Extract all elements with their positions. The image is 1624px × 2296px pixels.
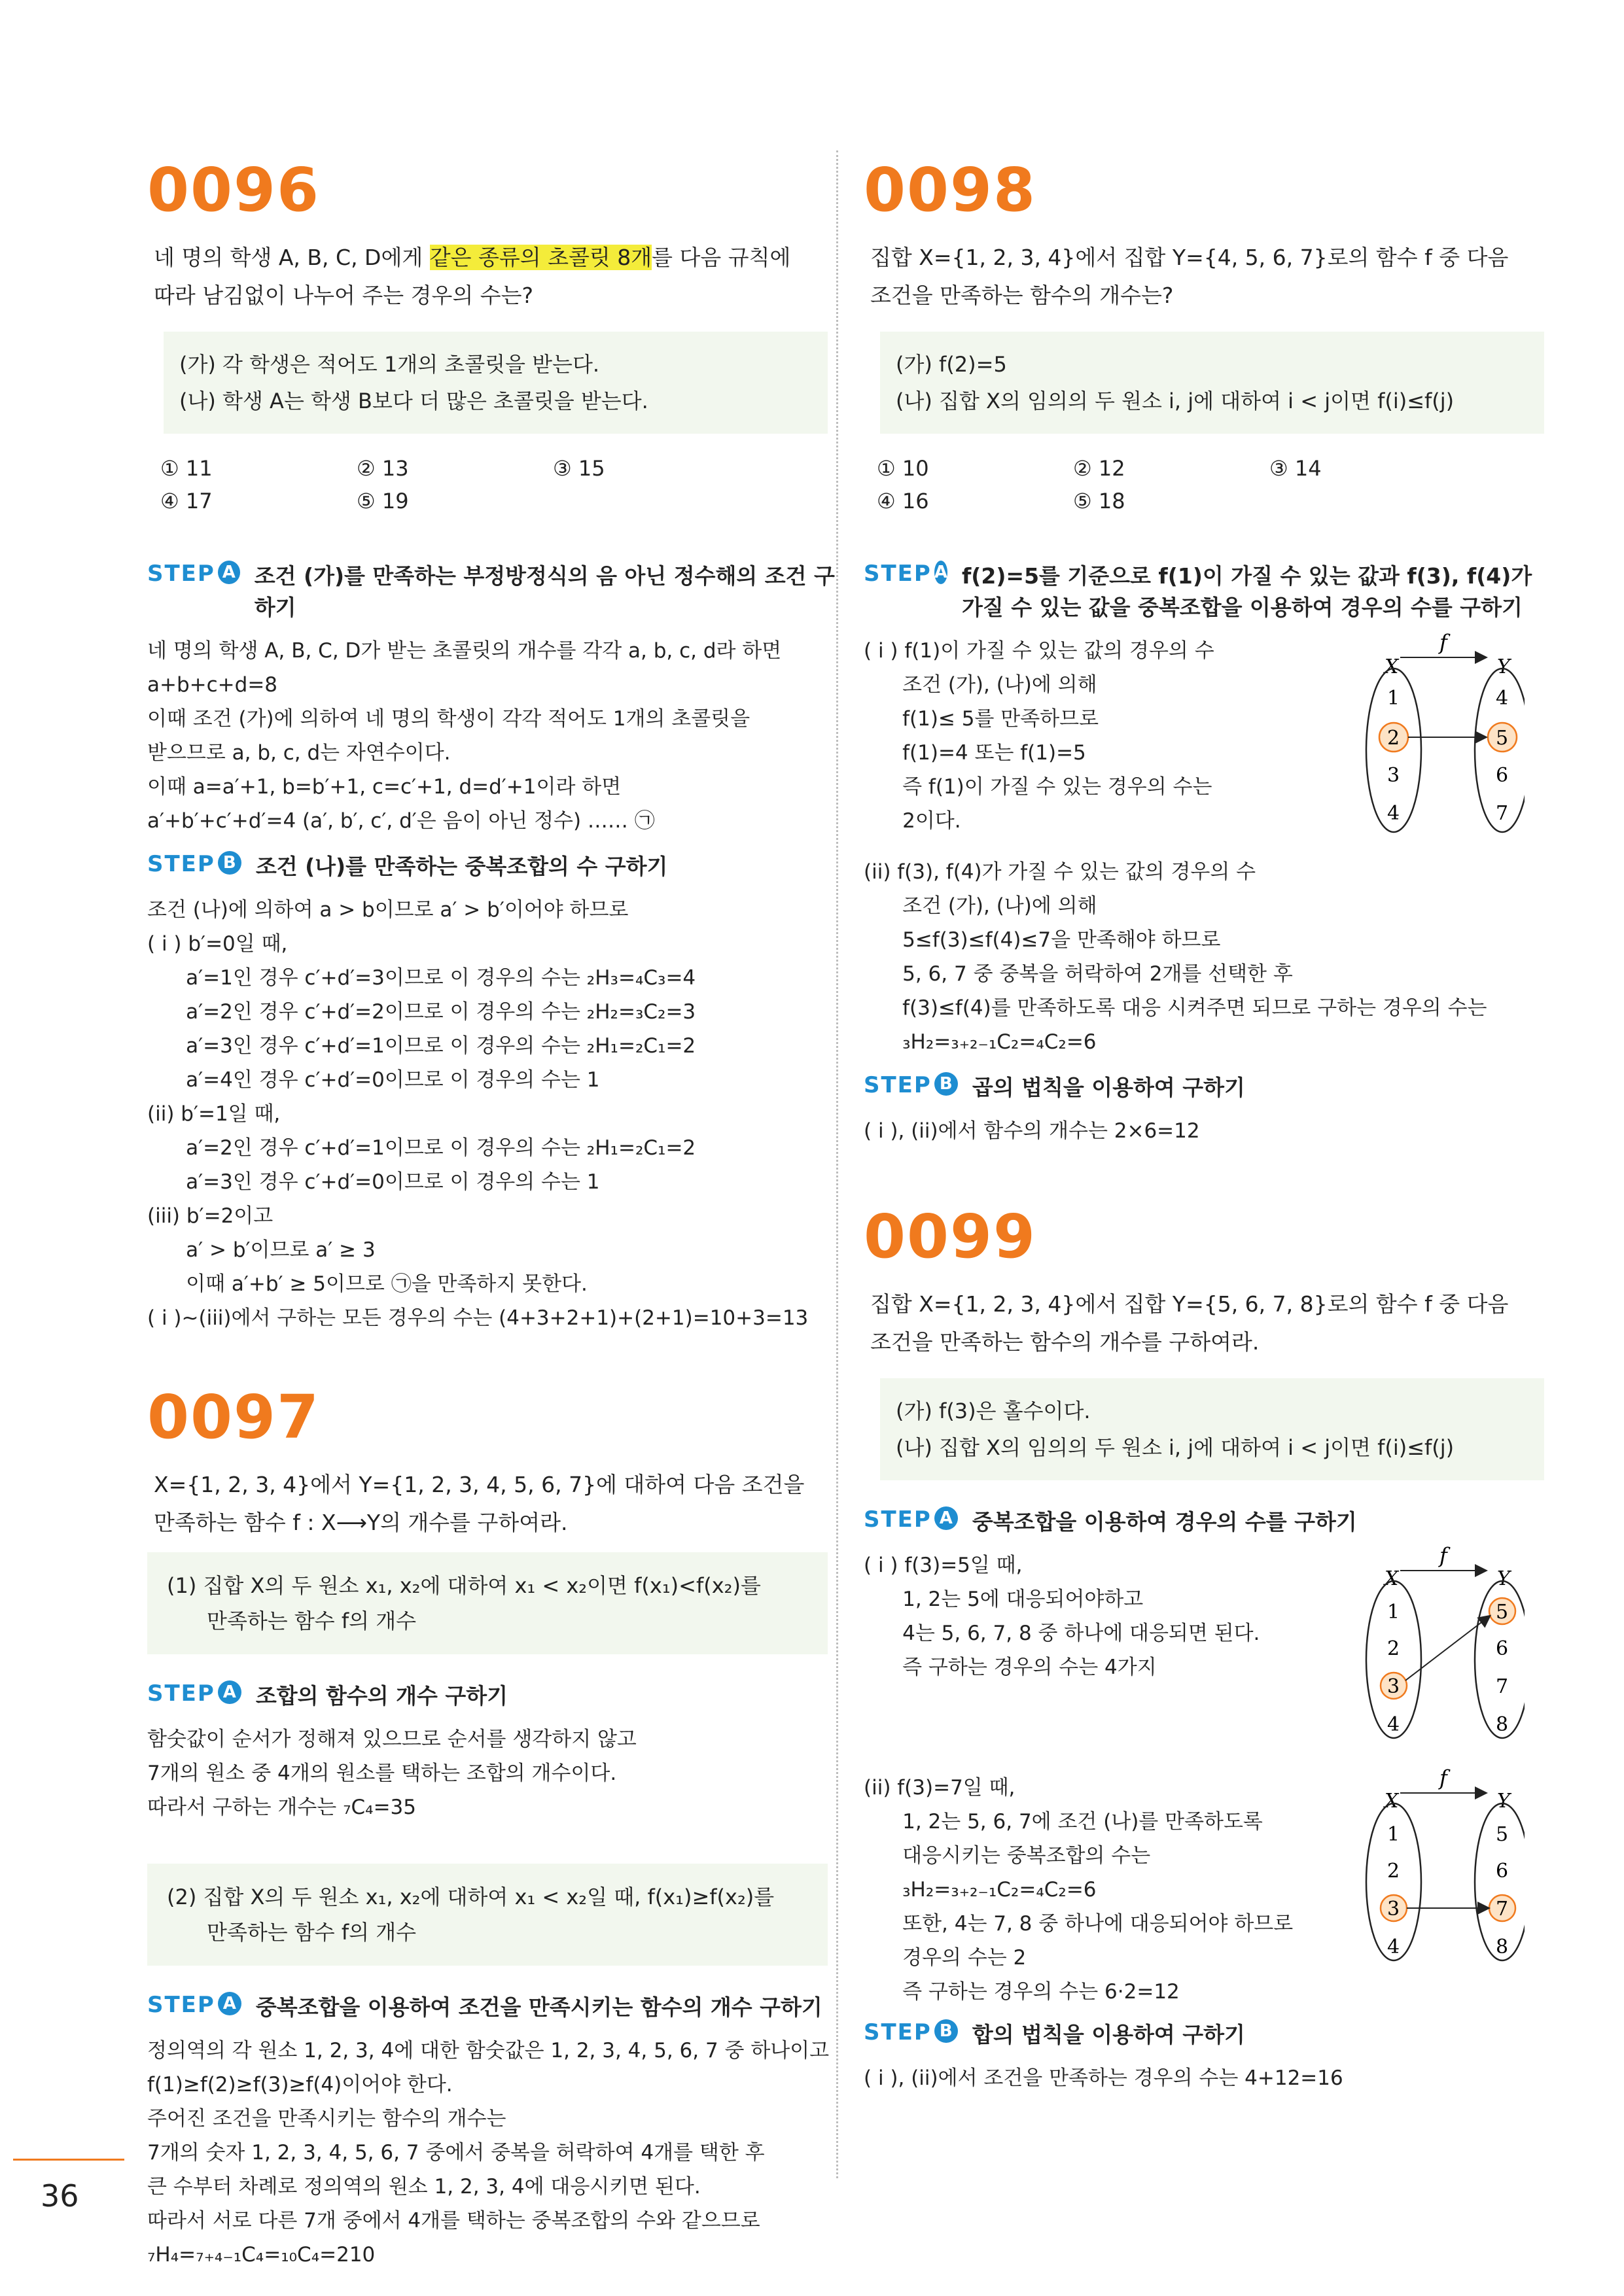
step-tag: STEP	[864, 561, 932, 587]
solution-line: ( i ) f(3)=5일 때,	[864, 1554, 1023, 1577]
choice: ① 10	[877, 456, 929, 481]
choice: ③ 14	[1269, 456, 1322, 481]
solution-line: 즉 구하는 경우의 수는 4가지	[864, 1656, 1157, 1679]
solution-block	[147, 2034, 841, 2272]
solution-block	[864, 855, 1557, 1059]
solution-line: f(1)≤ 5를 만족하므로	[864, 707, 1099, 731]
solution-line: ( i )~(iii)에서 구하는 모든 경우의 수는 (4+3+2+1)+(2+1)=10+3=13	[147, 1306, 809, 1330]
codomain-element: 5	[1496, 1601, 1509, 1624]
solution-line: 즉 구하는 경우의 수는 6·2=12	[864, 1980, 1180, 2004]
solution-line: 4는 5, 6, 7, 8 중 하나에 대응되면 된다.	[864, 1622, 1260, 1645]
problem-0099-question	[864, 1285, 1557, 1361]
solution-line: 1, 2는 5에 대응되어야하고	[864, 1588, 1144, 1611]
step-heading	[864, 1506, 1557, 1538]
sub-question-text: 만족하는 함수 f의 개수	[167, 1609, 417, 1633]
codomain-element: 7	[1496, 1675, 1509, 1698]
sub-question-1	[147, 1552, 828, 1654]
sub-question-text: 만족하는 함수 f의 개수	[167, 1920, 417, 1945]
problem-number-0096: 0096	[147, 155, 321, 225]
solution-line: 2이다.	[864, 809, 961, 833]
page-number: 36	[41, 2178, 79, 2214]
condition-ga: (가) f(3)은 홀수이다.	[896, 1399, 1091, 1423]
sub-question-text: (2) 집합 X의 두 원소 x₁, x₂에 대하여 x₁ < x₂일 때, f(x₁)≥f(x₂)를	[167, 1885, 775, 1909]
solution-line: 정의역의 각 원소 1, 2, 3, 4에 대한 함숫값은 1, 2, 3, 4, 5, 6, 7 중 하나이고	[147, 2039, 830, 2062]
domain-element: 4	[1387, 802, 1400, 825]
answer-choices	[864, 448, 1557, 521]
codomain-element: 8	[1496, 1936, 1509, 1958]
step-title: 곱의 법칙을 이용하여 구하기	[972, 1075, 1245, 1100]
solution-line: a′=3인 경우 c′+d′=0이므로 이 경우의 수는 1	[147, 1170, 600, 1194]
function-label: f	[1439, 630, 1447, 655]
choice: ⑤ 19	[357, 489, 409, 513]
sub-question-2	[147, 1864, 828, 1966]
right-column	[864, 137, 1557, 2095]
solution-line: ₃H₂=₃₊₂₋₁C₂=₄C₂=6	[864, 1030, 1097, 1054]
problem-number-0099: 0099	[864, 1202, 1037, 1272]
step-letter-badge: B	[218, 851, 241, 875]
step-title: 합의 법칙을 이용하여 구하기	[972, 2022, 1245, 2047]
step-tag: STEP	[864, 1072, 932, 1098]
solution-line: 또한, 4는 7, 8 중 하나에 대응되어야 하므로	[864, 1912, 1294, 1936]
solution-line: ₇H₄=₇₊₄₋₁C₄=₁₀C₄=210	[147, 2243, 376, 2267]
step-heading	[147, 851, 841, 882]
solution-line: 조건 (나)에 의하여 a > b이므로 a′ > b′이어야 하므로	[147, 898, 629, 922]
solution-line: f(1)=4 또는 f(1)=5	[864, 741, 1086, 765]
problem-0098-question	[864, 239, 1557, 315]
solution-block	[864, 630, 1557, 838]
step-title: 조건 (가)를 만족하는 부정방정식의 음 아닌 정수해의 조건 구하기	[254, 563, 835, 620]
choice: ⑤ 18	[1073, 489, 1125, 513]
problem-number-0098: 0098	[864, 155, 1037, 225]
domain-label: X	[1385, 655, 1399, 678]
solution-line: 5, 6, 7 중 중복을 허락하여 2개를 선택한 후	[864, 962, 1293, 986]
step-title: 조합의 함수의 개수 구하기	[255, 1683, 508, 1709]
solution-line: a′+b′+c′+d′=4 (a′, b′, c′, d′은 음이 아닌 정수) …… ㉠	[147, 809, 655, 833]
solution-line: a′=4인 경우 c′+d′=0이므로 이 경우의 수는 1	[147, 1068, 600, 1092]
domain-label: X	[1385, 1790, 1399, 1813]
solution-line: 큰 수부터 차례로 정의역의 원소 1, 2, 3, 4에 대응시키면 된다.	[147, 2175, 701, 2199]
problem-0097-question	[147, 1466, 841, 1542]
solution-line: 대응시키는 중복조합의 수는	[864, 1844, 1151, 1868]
solution-line: (ii) f(3)=7일 때,	[864, 1776, 1015, 1800]
solution-line: 함숫값이 순서가 정해져 있으므로 순서를 생각하지 않고	[147, 1728, 637, 1751]
condition-box	[880, 332, 1544, 434]
q-text: 따라 남김없이 나누어 주는 경우의 수는?	[154, 283, 534, 308]
step-heading	[864, 1072, 1557, 1104]
codomain-element: 8	[1496, 1713, 1509, 1736]
mapping-diagram	[1348, 1764, 1525, 1974]
step-tag: STEP	[147, 1992, 215, 2018]
q-text: 조건을 만족하는 함수의 개수를 구하여라.	[870, 1329, 1260, 1355]
codomain-element: 5	[1496, 727, 1509, 750]
step-heading	[864, 561, 1557, 623]
condition-box	[880, 1378, 1544, 1480]
step-title: 중복조합을 이용하여 조건을 만족시키는 함수의 개수 구하기	[255, 1994, 822, 2020]
domain-element: 2	[1387, 1637, 1400, 1660]
solution-line: a′=2인 경우 c′+d′=1이므로 이 경우의 수는 ₂H₁=₂C₁=2	[147, 1136, 696, 1160]
page-number-rule	[13, 2159, 124, 2161]
domain-label: X	[1385, 1567, 1399, 1590]
solution-line: a′=3인 경우 c′+d′=1이므로 이 경우의 수는 ₂H₁=₂C₁=2	[147, 1034, 696, 1058]
mapping-diagram	[1348, 626, 1525, 842]
q-text: X={1, 2, 3, 4}에서 Y={1, 2, 3, 4, 5, 6, 7}에 대하여 다음 조건을	[154, 1472, 805, 1497]
codomain-label: Y	[1497, 1567, 1510, 1590]
solution-block	[864, 1543, 1557, 1758]
mapping-diagram	[1348, 1542, 1525, 1751]
solution-block	[864, 2061, 1557, 2095]
domain-element: 3	[1387, 764, 1400, 787]
solution-line: 조건 (가), (나)에 의해	[864, 673, 1097, 697]
q-text: 집합 X={1, 2, 3, 4}에서 집합 Y={5, 6, 7, 8}로의 함수 f 중 다음	[870, 1291, 1509, 1317]
codomain-element: 6	[1496, 1637, 1509, 1660]
highlighted-text: 같은 종류의 초콜릿 8개	[429, 245, 652, 270]
solution-line: (ii) f(3), f(4)가 가질 수 있는 값의 경우의 수	[864, 860, 1256, 884]
domain-element: 2	[1387, 1860, 1400, 1883]
solution-block	[147, 893, 841, 1335]
left-column	[147, 137, 841, 2272]
function-label: f	[1439, 1765, 1447, 1790]
domain-element: 1	[1387, 1601, 1400, 1624]
solution-line: 이때 조건 (가)에 의하여 네 명의 학생이 각각 적어도 1개의 초콜릿을	[147, 707, 750, 731]
codomain-element: 7	[1496, 1898, 1509, 1921]
codomain-element: 6	[1496, 1860, 1509, 1883]
problem-number-0097: 0097	[147, 1382, 321, 1452]
solution-line: ( i ), (ii)에서 조건을 만족하는 경우의 수는 4+12=16	[864, 2066, 1343, 2090]
condition-ga: (가) f(2)=5	[896, 352, 1007, 377]
choice: ④ 16	[877, 489, 929, 513]
problem-0096-question	[147, 239, 841, 315]
domain-element: 2	[1387, 727, 1400, 750]
q-text: 조건을 만족하는 함수의 개수는?	[870, 283, 1174, 308]
domain-element: 4	[1387, 1713, 1400, 1736]
solution-line: a′=2인 경우 c′+d′=2이므로 이 경우의 수는 ₂H₂=₃C₂=3	[147, 1000, 696, 1024]
solution-block	[147, 634, 841, 838]
solution-line: 5≤f(3)≤f(4)≤7을 만족해야 하므로	[864, 928, 1221, 952]
condition-ga: (가) 각 학생은 적어도 1개의 초콜릿을 받는다.	[179, 352, 600, 377]
sub-question-text: (1) 집합 X의 두 원소 x₁, x₂에 대하여 x₁ < x₂이면 f(x₁)<f(x₂)를	[167, 1573, 761, 1598]
domain-element: 1	[1387, 1823, 1400, 1846]
step-letter-badge: A	[218, 561, 240, 584]
solution-line: 조건 (가), (나)에 의해	[864, 894, 1097, 918]
step-letter-badge: A	[218, 1992, 241, 2015]
step-heading	[147, 1992, 841, 2023]
condition-na: (나) 학생 A는 학생 B보다 더 많은 초콜릿을 받는다.	[179, 389, 648, 413]
condition-box	[164, 332, 828, 434]
codomain-element: 6	[1496, 764, 1509, 787]
condition-na: (나) 집합 X의 임의의 두 원소 i, j에 대하여 i < j이면 f(i)≤f(j)	[896, 1435, 1455, 1460]
q-text: 네 명의 학생 A, B, C, D에게	[154, 245, 430, 270]
solution-line: (iii) b′=2이고	[147, 1204, 274, 1228]
step-heading	[147, 1680, 841, 1712]
solution-line: f(3)≤f(4)를 만족하도록 대응 시켜주면 되므로 구하는 경우의 수는	[864, 996, 1487, 1020]
solution-block	[147, 1722, 841, 1824]
codomain-label: Y	[1497, 1790, 1510, 1813]
step-tag: STEP	[864, 1506, 932, 1533]
step-heading	[147, 561, 841, 623]
q-text: 만족하는 함수 f : X⟶Y의 개수를 구하여라.	[154, 1510, 568, 1535]
step-letter-badge: B	[934, 2019, 958, 2043]
step-title: 조건 (나)를 만족하는 중복조합의 수 구하기	[255, 854, 668, 879]
solution-line: 즉 f(1)이 가질 수 있는 경우의 수는	[864, 775, 1212, 799]
step-title: f(2)=5를 기준으로 f(1)이 가질 수 있는 값과 f(3), f(4)가 가질 수 있는 값을 중복조합을 이용하여 경우의 수를 구하기	[961, 563, 1532, 620]
condition-na: (나) 집합 X의 임의의 두 원소 i, j에 대하여 i < j이면 f(i)≤f(j)	[896, 389, 1455, 413]
domain-element: 4	[1387, 1936, 1400, 1958]
solution-line: ( i ) f(1)이 가질 수 있는 값의 경우의 수	[864, 639, 1214, 663]
solution-line: ₃H₂=₃₊₂₋₁C₂=₄C₂=6	[864, 1878, 1097, 1902]
solution-line: 네 명의 학생 A, B, C, D가 받는 초콜릿의 개수를 각각 a, b, c, d라 하면	[147, 639, 782, 663]
solution-line: a′=1인 경우 c′+d′=3이므로 이 경우의 수는 ₂H₃=₄C₃=4	[147, 966, 696, 990]
solution-line: f(1)≥f(2)≥f(3)≥f(4)이어야 한다.	[147, 2073, 453, 2096]
solution-line: ( i ) b′=0일 때,	[147, 932, 288, 956]
solution-line: 7개의 숫자 1, 2, 3, 4, 5, 6, 7 중에서 중복을 허락하여 4개를 택한 후	[147, 2141, 765, 2165]
q-text: 를 다음 규칙에	[652, 245, 791, 270]
codomain-element: 7	[1496, 802, 1509, 825]
solution-block	[864, 1114, 1557, 1148]
solution-line: 받으므로 a, b, c, d는 자연수이다.	[147, 741, 451, 765]
domain-element: 3	[1387, 1898, 1400, 1921]
step-tag: STEP	[147, 851, 215, 877]
solution-line: ( i ), (ii)에서 함수의 개수는 2×6=12	[864, 1119, 1200, 1143]
choice: ① 11	[160, 456, 213, 481]
choice: ③ 15	[553, 456, 605, 481]
solution-line: 경우의 수는 2	[864, 1946, 1027, 1970]
domain-element: 3	[1387, 1675, 1400, 1698]
solution-line: 1, 2는 5, 6, 7에 조건 (나)를 만족하도록	[864, 1810, 1263, 1834]
step-tag: STEP	[147, 561, 215, 587]
step-letter-badge: B	[934, 1072, 958, 1096]
choice: ② 13	[357, 456, 409, 481]
solution-line: (ii) b′=1일 때,	[147, 1102, 281, 1126]
step-title: 중복조합을 이용하여 경우의 수를 구하기	[972, 1509, 1357, 1535]
solution-line: 따라서 서로 다른 7개 중에서 4개를 택하는 중복조합의 수와 같으므로	[147, 2209, 760, 2233]
step-heading	[864, 2019, 1557, 2051]
solution-line: 이때 a=a′+1, b=b′+1, c=c′+1, d=d′+1이라 하면	[147, 775, 622, 799]
solution-line: 7개의 원소 중 4개의 원소를 택하는 조합의 개수이다.	[147, 1762, 617, 1785]
step-letter-badge: A	[934, 561, 947, 584]
q-text: 집합 X={1, 2, 3, 4}에서 집합 Y={4, 5, 6, 7}로의 함수 f 중 다음	[870, 245, 1509, 270]
codomain-label: Y	[1497, 655, 1510, 678]
answer-choices	[147, 448, 841, 521]
codomain-element: 4	[1496, 687, 1509, 710]
function-label: f	[1439, 1543, 1447, 1568]
domain-element: 1	[1387, 687, 1400, 710]
step-tag: STEP	[147, 1680, 215, 1707]
step-tag: STEP	[864, 2019, 932, 2045]
choice: ② 12	[1073, 456, 1125, 481]
solution-block	[864, 1765, 1557, 2009]
solution-line: 주어진 조건을 만족시키는 함수의 개수는	[147, 2107, 506, 2131]
solution-line: a′ > b′이므로 a′ ≥ 3	[147, 1238, 376, 1262]
solution-line: a+b+c+d=8	[147, 673, 278, 697]
step-letter-badge: A	[934, 1506, 958, 1530]
codomain-element: 5	[1496, 1823, 1509, 1846]
solution-line: 따라서 구하는 개수는 ₇C₄=35	[147, 1796, 416, 1819]
solution-line: 이때 a′+b′ ≥ 5이므로 ㉠을 만족하지 못한다.	[147, 1272, 588, 1296]
choice: ④ 17	[160, 489, 213, 513]
step-letter-badge: A	[218, 1680, 241, 1704]
